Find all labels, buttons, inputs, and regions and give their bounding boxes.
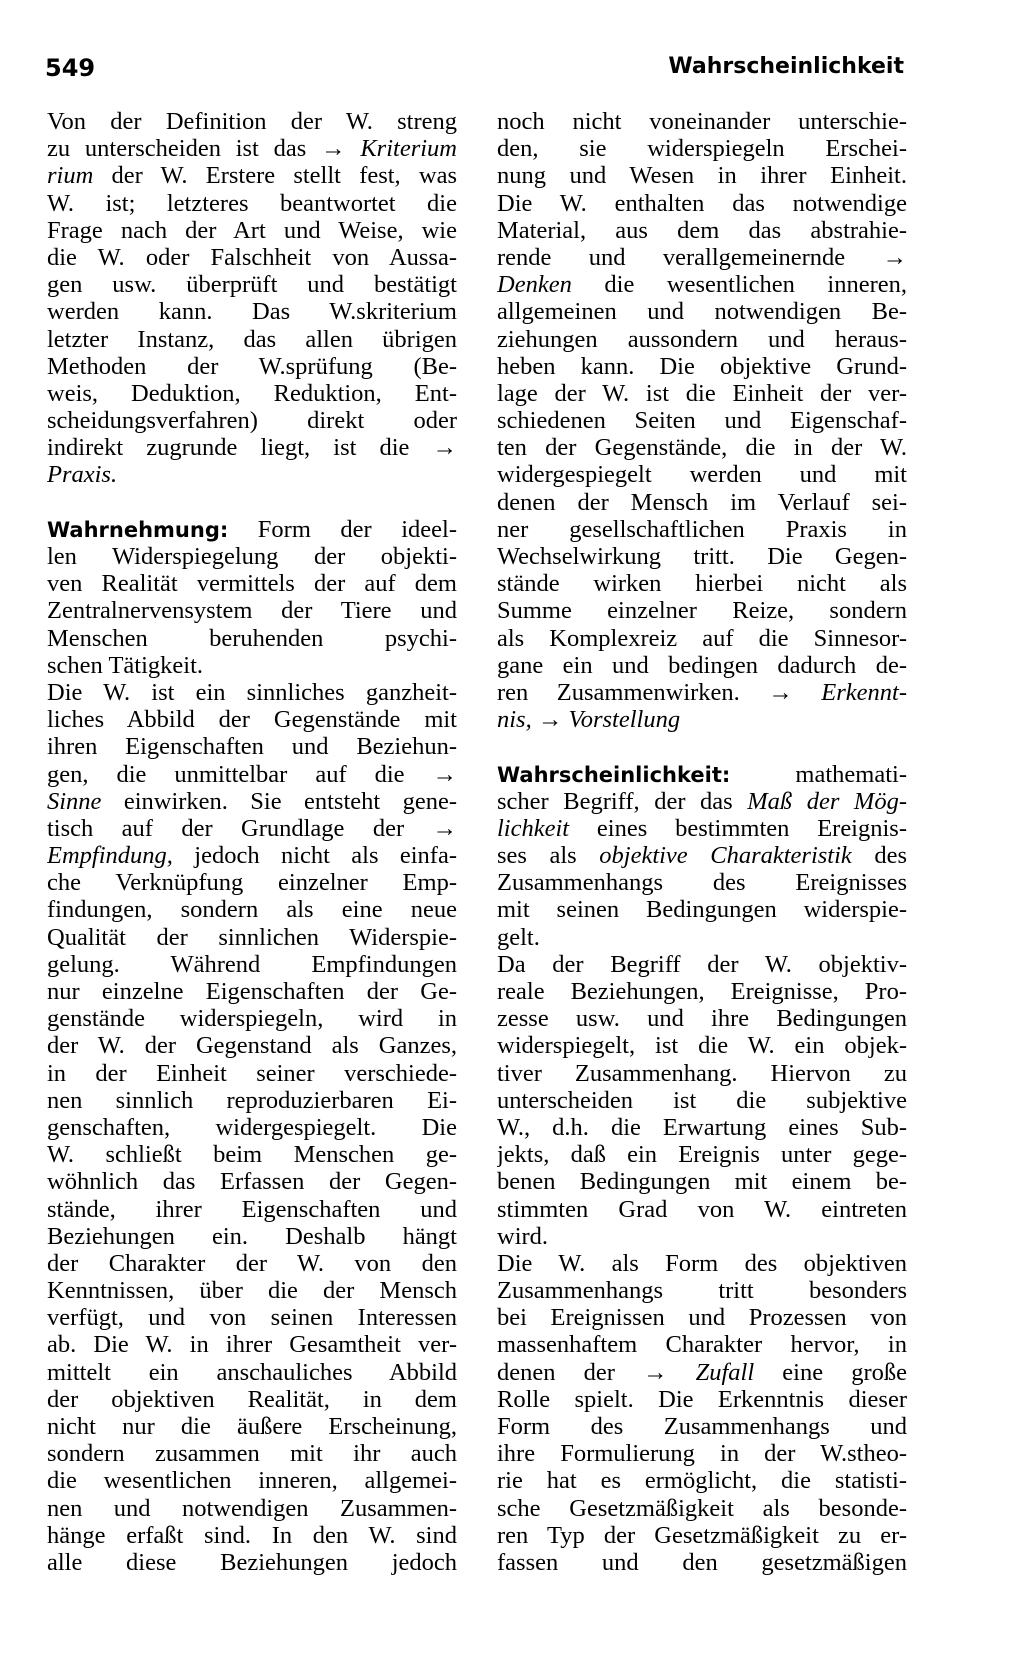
text-line: Rolle spielt. Die Erkenntnis dieser (497, 1385, 907, 1413)
text-line: rende und verallgemeinernde → (497, 243, 907, 271)
entry-headword: Wahrnehmung: (47, 517, 229, 542)
text-line: widerspiegelt, ist die W. ein objek- (497, 1032, 907, 1060)
text-line: hänge erfaßt sind. In den W. sind (47, 1521, 457, 1549)
text-line: Summe einzelner Reize, sondern (497, 597, 907, 625)
text-line: fassen und den gesetzmäßigen (497, 1548, 907, 1576)
cross-reference[interactable]: rium (47, 162, 94, 190)
text-line: Zusammenhangs tritt besonders (497, 1277, 907, 1305)
text-line: Wahrnehmung: Form der ideel- (47, 515, 457, 543)
text-line: genschaften, widergespiegelt. Die (47, 1113, 457, 1141)
text-line: scher Begriff, der das Maß der Mög- (497, 787, 907, 815)
text-line: nur einzelne Eigenschaften der Ge- (47, 978, 457, 1005)
text-line: ren Typ der Gesetzmäßigkeit zu er- (497, 1521, 907, 1549)
text-line: ven Realität vermittels der auf dem (47, 570, 457, 598)
text-line: werden kann. Das W.skriterium (47, 298, 457, 326)
text-line: Die W. enthalten das notwendige (497, 189, 907, 217)
cross-reference[interactable]: Kriterium (360, 135, 457, 163)
text-line: W. ist; letzteres beantwortet die (47, 189, 457, 217)
text-line: massenhaftem Charakter hervor, in (497, 1331, 907, 1359)
text-line: stände, ihrer Eigenschaften und (47, 1195, 457, 1223)
text-line: stände wirken hierbei nicht als (497, 570, 907, 598)
text-line: Da der Begriff der W. objektiv- (497, 950, 907, 978)
text-line: alle diese Beziehungen jedoch (47, 1548, 457, 1576)
text-line: der objektiven Realität, in dem (47, 1385, 457, 1413)
text-line: Qualität der sinnlichen Widerspie- (47, 923, 457, 951)
text-line: den, sie widerspiegeln Erschei- (497, 135, 907, 163)
emphasis: Maß der Mög- (747, 787, 907, 815)
text-line: ihre Formulierung in der W.stheo- (497, 1440, 907, 1468)
text-line: Form des Zusammenhangs und (497, 1413, 907, 1440)
text-line: Sinne einwirken. Sie entsteht gene- (47, 787, 457, 815)
text-line: Methoden der W.sprüfung (Be- (47, 352, 457, 380)
text-line: rium der W. Erstere stellt fest, was (47, 162, 457, 190)
text-line: Beziehungen ein. Deshalb hängt (47, 1222, 457, 1250)
text-line: ziehungen aussondern und heraus- (497, 325, 907, 353)
text-line: reale Beziehungen, Ereignisse, Pro- (497, 978, 907, 1005)
text-line: Denken die wesentlichen inneren, (497, 271, 907, 299)
emphasis: objektive Charakteristik (599, 842, 852, 870)
text-line: zu unterscheiden ist das → Kriterium (47, 135, 457, 163)
text-line: letzter Instanz, das allen übrigen (47, 325, 457, 353)
cross-reference[interactable]: Sinne (47, 787, 102, 815)
text-line: schiedenen Seiten und Eigenschaf- (497, 407, 907, 435)
text-line: der W. der Gegenstand als Ganzes, (47, 1032, 457, 1060)
text-line: jekts, daß ein Ereignis unter gege- (497, 1141, 907, 1169)
text-line: mit seinen Bedingungen widerspie- (497, 896, 907, 924)
text-line: gelung. Während Empfindungen (47, 950, 457, 978)
text-line: W., d.h. die Erwartung eines Sub- (497, 1113, 907, 1141)
text-line: ab. Die W. in ihrer Gesamtheit ver- (47, 1331, 457, 1359)
text-line: nis, → Vorstellung (497, 706, 681, 734)
text-line: in der Einheit seiner verschiede- (47, 1059, 457, 1087)
text-line: schen Tätigkeit. (47, 651, 204, 679)
text-line: Wechselwirkung tritt. Die Gegen- (497, 543, 907, 570)
text-line: ten der Gegenstände, die in der W. (497, 434, 907, 462)
emphasis: lichkeit (497, 814, 570, 842)
text-line: Kenntnissen, über die der Mensch (47, 1277, 457, 1305)
text-line: denen der Mensch im Verlauf sei- (497, 488, 907, 516)
text-line: stimmten Grad von W. eintreten (497, 1195, 907, 1223)
text-line: Menschen beruhenden psychi- (47, 624, 457, 652)
cross-reference[interactable]: Erkennt- (821, 678, 907, 706)
text-line: ses als objektive Charakteristik des (497, 842, 907, 870)
text-line: Die W. ist ein sinnliches ganzheit- (47, 678, 457, 706)
text-line: Wahrscheinlichkeit: mathemati- (497, 760, 907, 788)
text-line: nen sinnlich reproduzierbaren Ei- (47, 1086, 457, 1114)
text-line: benen Bedingungen mit einem be- (497, 1168, 907, 1196)
text-line: sondern zusammen mit ihr auch (47, 1440, 457, 1468)
text-line: widergespiegelt werden und mit (497, 461, 907, 489)
page-number: 549 (45, 54, 96, 82)
text-line: als Komplexreiz auf die Sinnesor- (497, 624, 907, 652)
left-column (47, 108, 457, 1576)
text-line: W. schließt beim Menschen ge- (47, 1141, 457, 1169)
text-line: verfügt, und von seinen Interessen (47, 1304, 457, 1332)
entry-headword: Wahrscheinlichkeit: (497, 762, 731, 787)
text-line: nen und notwendigen Zusammen- (47, 1494, 457, 1522)
cross-reference[interactable]: Zufall (695, 1358, 755, 1386)
text-line: findungen, sondern als eine neue (47, 896, 457, 924)
text-line: ihren Eigenschaften und Beziehun- (47, 733, 457, 761)
text-line: nung und Wesen in ihrer Einheit. (497, 162, 907, 190)
cross-reference[interactable]: Vorstellung (568, 706, 681, 734)
text-line: rie hat es ermöglicht, die statisti- (497, 1467, 907, 1495)
text-line: Frage nach der Art und Weise, wie (47, 216, 457, 244)
text-line: genstände widerspiegeln, wird in (47, 1005, 457, 1033)
text-line: wird. (497, 1222, 549, 1250)
text-line: tisch auf der Grundlage der → (47, 814, 457, 842)
text-line: heben kann. Die objektive Grund- (497, 352, 907, 380)
text-line: weis, Deduktion, Reduktion, Ent- (47, 379, 457, 407)
text-line: Die W. als Form des objektiven (497, 1249, 907, 1277)
text-line: denen der → Zufall eine große (497, 1358, 907, 1386)
text-line: ren Zusammenwirken. → Erkennt- (497, 678, 907, 706)
text-line: Empfindung, jedoch nicht als einfa- (47, 842, 457, 870)
text-line: lage der W. ist die Einheit der ver- (497, 379, 907, 407)
cross-reference[interactable]: Praxis. (47, 461, 118, 489)
text-line: bei Ereignissen und Prozessen von (497, 1304, 907, 1332)
cross-reference[interactable]: Empfindung, (47, 842, 173, 870)
text-line: gelt. (497, 923, 540, 951)
text-line: allgemeinen und notwendigen Be- (497, 298, 907, 326)
text-line: gen, die unmittelbar auf die → (47, 760, 457, 788)
text-line: scheidungsverfahren) direkt oder (47, 407, 457, 435)
text-line: wöhnlich das Erfassen der Gegen- (47, 1168, 457, 1196)
text-line: die W. oder Falschheit von Aussa- (47, 243, 457, 271)
text-line: len Widerspiegelung der objekti- (47, 543, 457, 570)
text-line: Material, aus dem das abstrahie- (497, 216, 907, 244)
text-line: noch nicht voneinander unterschie- (497, 108, 907, 135)
text-line: indirekt zugrunde liegt, ist die → (47, 434, 457, 462)
text-line: tiver Zusammenhang. Hiervon zu (497, 1059, 907, 1087)
text-line: ner gesellschaftlichen Praxis in (497, 515, 907, 543)
text-line: der Charakter der W. von den (47, 1249, 457, 1277)
text-line: Zusammenhangs des Ereignisses (497, 869, 907, 897)
text-line: die wesentlichen inneren, allgemei- (47, 1467, 457, 1495)
text-line: nicht nur die äußere Erscheinung, (47, 1413, 457, 1440)
cross-reference[interactable]: nis, (497, 706, 532, 734)
running-head: Wahrscheinlichkeit (668, 54, 904, 79)
text-line: lichkeit eines bestimmten Ereignis- (497, 814, 907, 842)
text-line (47, 461, 457, 488)
text-line: sche Gesetzmäßigkeit als besonde- (497, 1494, 907, 1522)
right-column (497, 108, 907, 1576)
cross-reference[interactable]: Denken (497, 271, 572, 299)
text-line: Von der Definition der W. streng (47, 108, 457, 135)
text-line: zesse usw. und ihre Bedingungen (497, 1005, 907, 1033)
text-line: che Verknüpfung einzelner Emp- (47, 869, 457, 897)
text-line: mittelt ein anschauliches Abbild (47, 1358, 457, 1386)
text-line: gane ein und bedingen dadurch de- (497, 651, 907, 679)
text-line: Zentralnervensystem der Tiere und (47, 597, 457, 625)
text-line: liches Abbild der Gegenstände mit (47, 706, 457, 734)
text-line: unterscheiden ist die subjektive (497, 1086, 907, 1114)
text-line: gen usw. überprüft und bestätigt (47, 271, 457, 299)
